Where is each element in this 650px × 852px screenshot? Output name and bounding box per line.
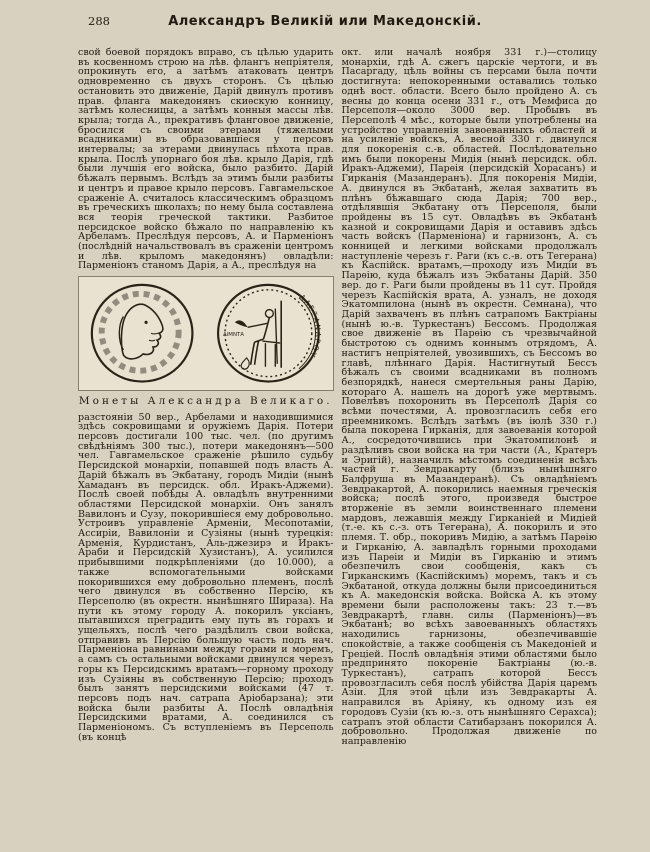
coin-reverse-zeus-icon <box>218 285 323 382</box>
svg-text:ΑΛΕΞΑΝΔΡΟΥ <box>298 293 323 360</box>
left-column-text-top: свой боевой порядокъ вправо, съ цѣлью ударить въ косвенномъ строю на лѣв. флангъ непріятеля, опрокинуть его, а затѣмъ атаковать центръ одновременно съ двухъ сторонъ. Съ цѣлью остановить это движеніе, Дарій двинулъ противъ прав. фланга македонянъ скиѳскую конницу, затѣмъ колесницы, а затѣмъ конныя массы лѣв. крыла; тогда А., прекративъ фланговое движеніе, бросился съ своими этерами (тяжелыми всадниками) въ образовавшіеся у персовъ интервалы; за этерами двинулась пѣхота прав. крыла. Послѣ упорнаго боя лѣв. крыло Дарія, гдѣ были лучшія его войска, было разбито. Дарій бѣжалъ первымъ. Вслѣдъ за этимъ были разбиты и центръ и правое крыло персовъ. Гавгамельское сраженіе А. считалось классическимъ образцомъ въ греческихъ школахъ; по нему была составлена вся теорія греческой тактики. Разбитое персидское войско бѣжало по направленію къ Арбеламъ. Преслѣдуя персовъ, А. и Парменіонъ (послѣдній начальствовалъ въ сраженіи центромъ и лѣв. крыломъ македонянъ) овладѣли: Парменіонъ станомъ Дарія, а А., преслѣдуя на <box>78 47 334 272</box>
coin-engraving <box>78 276 334 390</box>
coin-legend-left: ΛΙΜΝΤΑ <box>223 332 245 339</box>
coin-legend-alexandrou: ΑΛΕΞΑΝΔΡΟΥ <box>297 292 323 360</box>
right-column <box>342 48 598 747</box>
right-column-text: окт. или началѣ ноября 331 г.)—столицу монархіи, гдѣ А. сжегъ царскіе чертоги, и въ Пасаргаду, цѣль войны съ персами была почти достигнута: непокоренными оставались только однѣ вост. области. Всего было пройдено А. съ весны до конца осени 331 г., отъ Мемфиса до Персеполя—около 3000 вер. Пробывъ въ Персеполѣ 4 мѣс., которые были употреблены на устройство управленія завоеванныхъ областей и на усиленіе войскъ, А. весной 330 г. двинулся для покоренія с.-в. областей. Послѣдовательно имъ были покорены Мидія (нынѣ персидск. обл. Иракъ-Аджеми), Парѳія (персидскій Хорасанъ) и Гирканія (Мазандеранъ). Для покоренія Мидіи, А. двинулся въ Экбатанѣ, желая захватить въ плѣнъ бѣжавшаго сюда Дарія; 700 вер., отдѣлявшія Экбатану отъ Персеполя, были пройдены въ 15 сут. Овладѣвъ въ Экбатанѣ казной и сокровищами Дарія и оставивъ здѣсь часть войскъ (Парменіона) и гарнизонъ, А. съ конницей и легкими войсками продолжалъ наступленіе черезъ г. Раги (къ с.-в. отъ Тегерана) къ Каспійск. вратамъ,—проходу изъ Мидіи въ Парѳію, куда бѣжалъ изъ Экбатаны Дарій. 350 вер. до г. Раги были пройдены въ 11 сут. Пройдя черезъ Каспійскія врата, А. узналъ, не доходя Экатомпилона (нынѣ въ окрестн. Семнана), что Дарій захваченъ въ плѣнъ сатрапомъ Бактріаны (нынѣ ю.-в. Туркестанъ) Бессомъ. Продолжая свое движеніе въ Парѳію съ чрезвычайной быстротою съ однимъ коннымъ отрядомъ, А. настигъ непріятелей, увозившихъ, съ Бессомъ во главѣ, плѣннаго Дарія. Настигнутый Бессъ бѣжалъ съ своими всадниками въ полномъ безпорядкѣ, нанеся смертельныя раны Дарію, котораго А. нашелъ на дорогѣ уже мертвымъ. Повелѣвъ похоронить въ Персеполѣ Дарія со всѣми почестями, А. провозгласилъ себя его преемникомъ. Вслѣдъ затѣмъ (въ іюлѣ 330 г.) была покорена Гирканія, для завоеванія которой А., сосредоточившись при Экатомпилонѣ и раздѣливъ свои войска на три части (А., Кратеръ и Эригій), назначилъ мѣстомъ соединенія всѣхъ частей г. Зевдракарту (близъ нынѣшняго Балфруша въ Мазандеранѣ). Съ овладѣніемъ Зевдракартой, А. покорились наемныя греческія войска; послѣ этого, произведя быстрое вторженіе въ земли воинственнаго племени мардовъ, лежавшія между Гирканіей и Мидіей (т.-е. къ с.-з. отъ Тегерана), А. покорилъ и это племя. Т. обр., покоривъ Мидію, а затѣмъ Парѳію и Гирканію, А. завладѣлъ горными проходами изъ Парѳіи и Мидіи въ Гирканію и этимъ обезпечилъ свои сообщенія, какъ съ Гирканскимъ (Каспійскимъ) моремъ, такъ и съ Экбатаной, откуда должны были присоединиться къ А. македонскія войска. Войска А. къ этому времени были расположены такъ: 23 т.—въ Зевдракартѣ, главн. силы (Парменіонъ)—въ Экбатанѣ; во всѣхъ завоеванныхъ областяхъ находились гарнизоны, обезпечивавшіе спокойствіе, а также сообщенія съ Македоніей и Греціей. Послѣ овладѣнія этими областями было предпринято покореніе Бактріаны (ю.-в. Туркестанъ), сатрапъ которой Бессъ провозгласилъ себя послѣ убійства Дарія царемъ Азіи. Для этой цѣли изъ Зевдракарты А. направился въ Аріяну, къ одному изъ ея городовъ Сузіи (къ ю.-з. отъ нынѣшняго Серахса); сатрапъ этой области Сатибарзанъ покорился А. добровольно. Продолжая движеніе по направленію <box>341 47 597 747</box>
page-header <box>0 0 650 44</box>
left-column-text-bottom: разстояніи 50 вер., Арбелами и находившимися здѣсь сокровищами и оружіемъ Дарія. Потери персовъ достигали 100 тыс. чел. (по другимъ свѣдѣніямъ 300 тыс.), потери македонянъ—500 чел. Гавгамельское сраженіе рѣшило судьбу Персидской монархіи, попавшей подъ власть А. Дарій бѣжалъ въ Экбатану, городъ Мидіи (нынѣ Хамаданъ въ персидск. обл. Иракъ-Аджеми). Послѣ своей побѣды А. овладѣлъ внутренними областями Персидской монархіи. Онъ занялъ Вавилонъ и Сузу, покорившіеся ему добровольно. Устроивъ управленіе Арменіи, Месопотаміи, Ассиріи, Вавилоніи и Сузіяны (нынѣ турецкія: Арменія, Курдистанъ, Аль-джезирэ и Иракъ-Араби и Персидскій Хузистанъ), А. усилился прибывшими подкрѣпленіями (до 10.000), а также вспомогательными войсками покорившихся ему добровольно племенъ, послѣ чего двинулся въ собственно Персію, къ Персеполю (въ окрестн. нынѣшняго Шираза). На пути къ этому городу А. покорилъ уксіанъ, пытавшихся преградить ему путь въ горахъ и ущельяхъ, послѣ чего раздѣлилъ свои войска, отправивъ въ Персію большую часть подъ нач. Парменіона равнинами между горами и моремъ, а самъ съ остальными войсками двинулся черезъ горы къ Персидскимъ вратамъ—горному проходу изъ Сузіяны въ собственную Персію; проходъ былъ занятъ персидскими войсками (47 т. персовъ подъ нач. сатрапа Аріобарзана); эти войска были разбиты А. Послѣ овладѣнія Персидскими вратами, А. соединился съ Парменіономъ. Съ вступленіемъ въ Персеполь (въ концѣ <box>78 411 334 743</box>
page-title: Александръ Великій или Македонскій. <box>168 14 482 29</box>
coin-figure <box>78 276 334 406</box>
left-column <box>78 48 334 747</box>
two-column-text <box>0 44 650 747</box>
page-number: 288 <box>88 14 110 28</box>
figure-caption: Монеты Александра Великаго. <box>78 394 333 407</box>
coin-obverse-head-icon <box>92 285 193 382</box>
